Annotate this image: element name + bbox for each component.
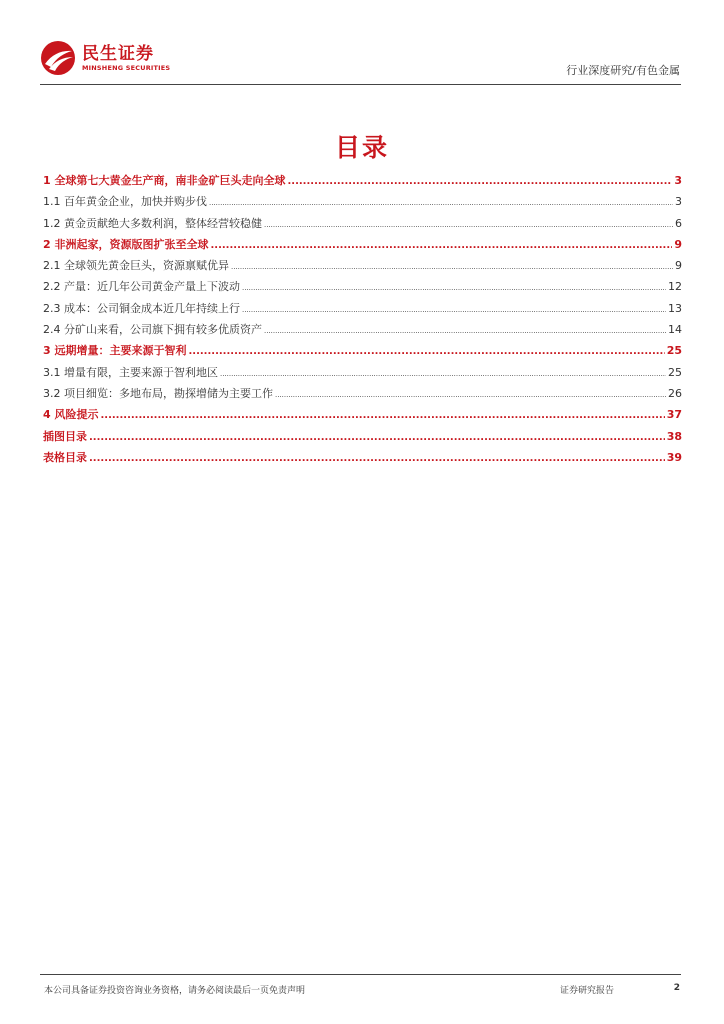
toc-entry-label: 3.2 项目细览：多地布局，勘探增储为主要工作 <box>43 386 273 400</box>
toc-leader-dots <box>209 199 673 207</box>
toc-entry-page: 3 <box>674 174 682 187</box>
toc-entry-page: 25 <box>666 344 682 358</box>
toc-entry[interactable] <box>43 257 682 278</box>
toc-entry[interactable] <box>43 300 682 321</box>
toc-entry[interactable] <box>43 172 682 193</box>
toc-entry-label: 3.1 增量有限，主要来源于智利地区 <box>43 365 218 379</box>
toc-leader-dots <box>242 284 666 292</box>
toc-entry-page: 37 <box>666 408 682 422</box>
toc-entry-label: 2.3 成本：公司铜金成本近几年持续上行 <box>43 301 240 315</box>
toc-entry-label: 1 全球第七大黄金生产商，南非金矿巨头走向全球 <box>43 174 286 187</box>
toc-entry-label: 4 风险提示 <box>43 408 99 422</box>
toc-entry[interactable] <box>43 215 682 236</box>
toc-entry-label: 2.2 产量：近几年公司黄金产量上下波动 <box>43 280 240 294</box>
toc-entry-page: 38 <box>666 429 682 443</box>
toc-leader-dots <box>242 306 666 314</box>
logo-chinese-name: 民生证券 <box>82 43 154 64</box>
toc-entry-label: 2 非洲起家，资源版图扩张至全球 <box>43 237 209 251</box>
report-category: 行业深度研究/有色金属 <box>566 64 680 77</box>
header-divider <box>40 84 681 85</box>
toc-leader-dots <box>100 410 664 421</box>
toc-entry[interactable] <box>43 364 682 385</box>
toc-leader-dots <box>275 391 666 399</box>
toc-leader-dots <box>287 176 672 187</box>
company-logo <box>40 40 170 76</box>
toc-entry-page: 13 <box>668 301 682 315</box>
toc-entry[interactable] <box>43 428 682 449</box>
toc-entry[interactable] <box>43 342 682 363</box>
toc-entry[interactable] <box>43 193 682 214</box>
toc-leader-dots <box>264 327 666 335</box>
page-header <box>40 40 680 84</box>
toc-title: 目录 <box>334 133 389 162</box>
footer-report-type: 证券研究报告 <box>560 986 615 996</box>
toc-entry-page: 12 <box>668 280 682 294</box>
toc-leader-dots <box>188 346 664 357</box>
toc-entry-label: 插图目录 <box>43 429 87 443</box>
toc-entry[interactable] <box>43 236 682 257</box>
toc-leader-dots <box>89 453 665 464</box>
page-number: 2 <box>673 983 680 993</box>
table-of-contents <box>43 172 682 470</box>
toc-entry-page: 26 <box>668 386 682 400</box>
toc-entry[interactable] <box>43 406 682 427</box>
toc-entry-page: 6 <box>675 216 682 230</box>
toc-leader-dots <box>89 432 665 443</box>
toc-entry-label: 1.2 黄金贡献绝大多数利润，整体经营较稳健 <box>43 216 262 230</box>
toc-entry-page: 25 <box>668 365 682 379</box>
toc-entry-label: 1.1 百年黄金企业，加快并购步伐 <box>43 195 207 209</box>
footer-divider <box>40 974 681 975</box>
toc-entry-page: 14 <box>668 323 682 337</box>
toc-leader-dots <box>220 370 666 378</box>
toc-entry-label: 2.1 全球领先黄金巨头，资源禀赋优异 <box>43 259 229 273</box>
footer-disclaimer: 本公司具备证券投资咨询业务资格，请务必阅读最后一页免责声明 <box>44 986 306 996</box>
toc-entry-label: 表格目录 <box>43 450 87 464</box>
toc-entry[interactable] <box>43 385 682 406</box>
minsheng-logo-icon <box>40 40 76 76</box>
toc-leader-dots <box>264 221 673 229</box>
toc-entry[interactable] <box>43 278 682 299</box>
toc-leader-dots <box>231 263 673 271</box>
logo-english-name: MINSHENG SECURITIES <box>82 63 171 72</box>
toc-entry-label: 3 远期增量：主要来源于智利 <box>43 344 187 358</box>
toc-entry-page: 9 <box>674 237 682 251</box>
toc-entry-page: 9 <box>675 259 682 273</box>
toc-entry-page: 3 <box>675 195 682 209</box>
toc-leader-dots <box>210 240 672 251</box>
toc-entry-page: 39 <box>666 450 682 464</box>
toc-entry-label: 2.4 分矿山来看，公司旗下拥有较多优质资产 <box>43 323 262 337</box>
toc-entry[interactable] <box>43 321 682 342</box>
toc-entry[interactable] <box>43 449 682 470</box>
